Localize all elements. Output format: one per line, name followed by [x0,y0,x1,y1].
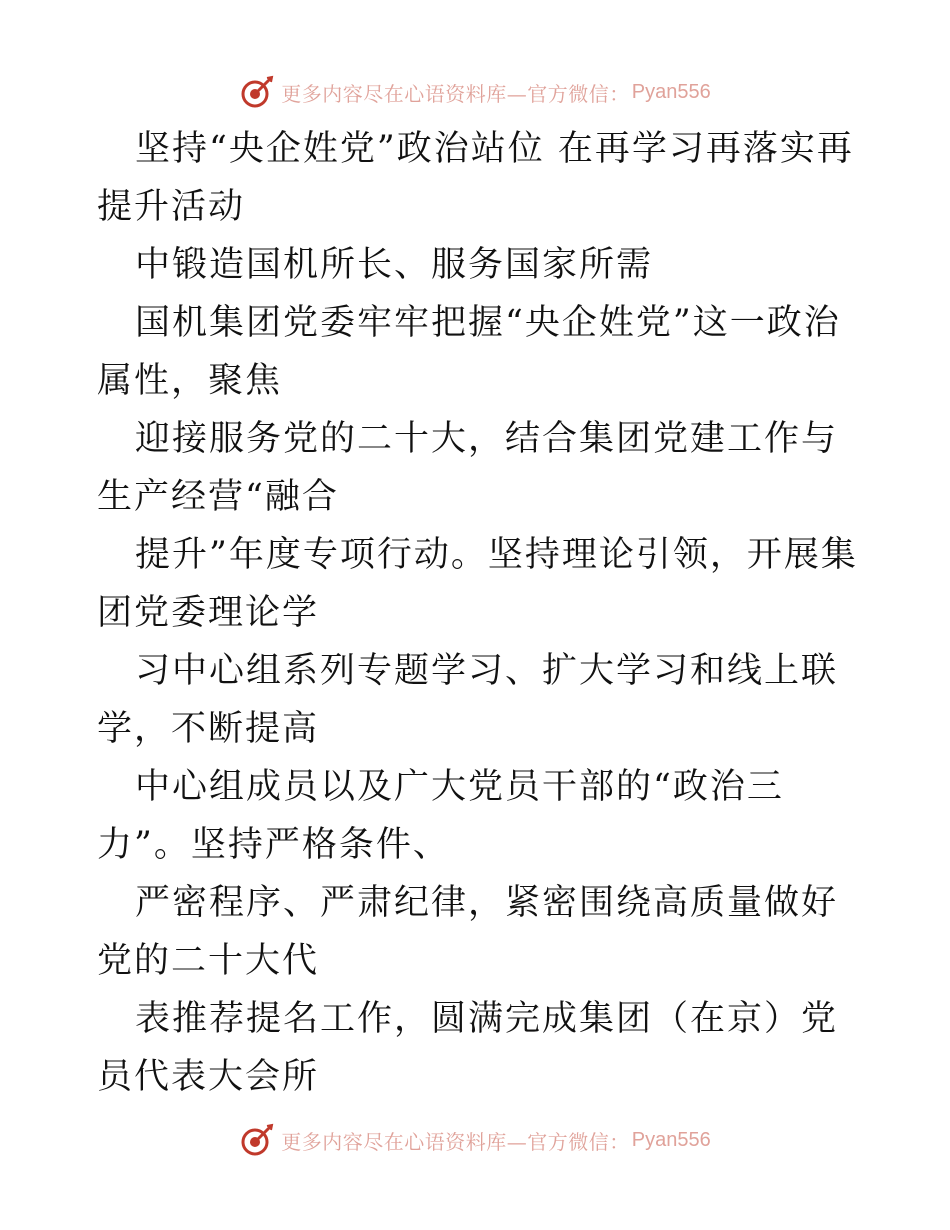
paragraph: 中锻造国机所长、服务国家所需 [135,245,654,285]
logo-icon [239,74,275,110]
banner-text: 更多内容尽在心语资料库—官方微信： [281,81,630,106]
paragraph: 坚持“央企姓党”政治站位 在再学习再落实再提升活动 [97,129,854,227]
paragraph: 中心组成员以及广大党员干部的“政治三力”。坚持严格条件、 [97,767,784,865]
paragraph: 严密程序、严肃纪律，紧密围绕高质量做好党的二十大代 [97,883,839,981]
paragraph: 表推荐提名工作，圆满完成集团（在京）党员代表大会所 [97,999,839,1097]
wechat-id: Pyan556 [631,80,711,103]
logo-icon [239,1122,275,1158]
paragraph: 国机集团党委牢牢把握“央企姓党”这一政治属性，聚焦 [97,303,841,401]
document-body [97,120,867,1106]
paragraph: 习中心组系列专题学习、扩大学习和线上联学，不断提高 [97,651,839,749]
header-banner [0,72,950,112]
footer-banner [0,1120,950,1160]
paragraph: 提升”年度专项行动。坚持理论引领，开展集团党委理论学 [97,535,858,633]
paragraph: 迎接服务党的二十大，结合集团党建工作与生产经营“融合 [97,419,839,517]
wechat-id: Pyan556 [631,1128,711,1151]
banner-text: 更多内容尽在心语资料库—官方微信： [281,1129,630,1154]
